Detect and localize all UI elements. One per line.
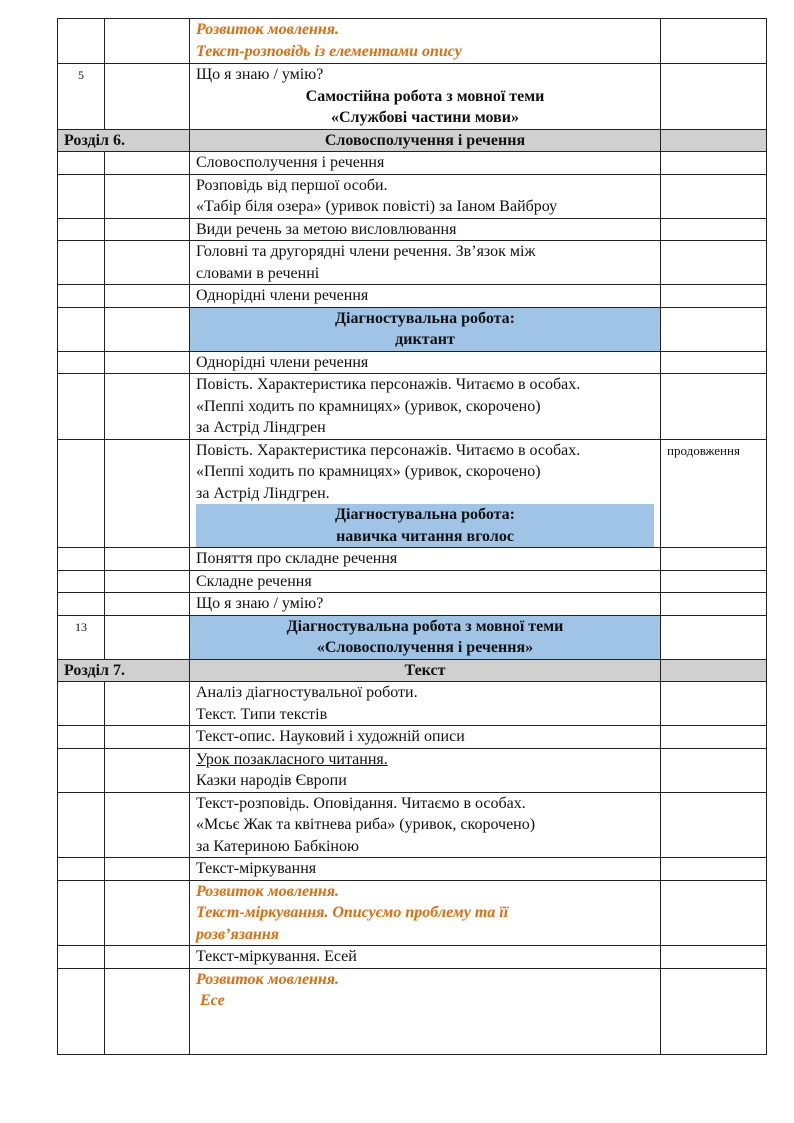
- lesson-line: Текст-міркування. Описуємо проблему та її: [196, 904, 509, 921]
- lesson-cell: Види речень за метою висловлювання: [190, 218, 661, 241]
- lesson-line: Урок позакласного читання.: [196, 750, 388, 768]
- lesson-cell: [190, 439, 661, 548]
- lesson-line: «Пеппі ходить по крамницях» (уривок, скорочено): [196, 463, 541, 480]
- lesson-line: Головні та другорядні члени речення. Зв’язок між: [196, 243, 536, 260]
- hours-cell: [105, 792, 190, 858]
- table-row: [58, 152, 767, 175]
- hours-cell: [105, 968, 190, 1054]
- row-number: [58, 880, 105, 946]
- table-row: [58, 593, 767, 616]
- note-cell: [661, 374, 767, 440]
- note-cell: [661, 129, 767, 152]
- lesson-cell: [190, 968, 661, 1054]
- table-row: [58, 19, 767, 64]
- hours-cell: [105, 439, 190, 548]
- lesson-line: словами в реченні: [196, 264, 320, 282]
- hours-cell: [105, 880, 190, 946]
- lesson-cell: Однорідні члени речення: [190, 285, 661, 308]
- hours-cell: [105, 374, 190, 440]
- note-cell: [661, 968, 767, 1054]
- lesson-line: «Словосполучення і речення»: [316, 639, 534, 656]
- lesson-cell: [190, 748, 661, 792]
- hours-cell: [105, 174, 190, 218]
- section-label: Розділ 7.: [58, 659, 190, 682]
- section-title: Текст: [190, 659, 661, 682]
- row-number: [58, 726, 105, 749]
- row-number: [58, 285, 105, 308]
- note-cell: [661, 174, 767, 218]
- lesson-line: «Пеппі ходить по крамницях» (уривок, скорочено): [196, 397, 541, 415]
- lesson-line: Есе: [196, 992, 225, 1009]
- row-number: [58, 439, 105, 548]
- lesson-cell: Словосполучення і речення: [190, 152, 661, 175]
- hours-cell: [105, 64, 190, 130]
- hours-cell: [105, 285, 190, 308]
- row-number: [58, 570, 105, 593]
- hours-cell: [105, 570, 190, 593]
- row-number: [58, 792, 105, 858]
- note-cell: [661, 659, 767, 682]
- section-row: [58, 659, 767, 682]
- row-number: 5: [58, 64, 105, 130]
- lesson-line: за Астрід Ліндгрен: [196, 419, 326, 436]
- section-label: Розділ 6.: [58, 129, 190, 152]
- hours-cell: [105, 726, 190, 749]
- note-cell: [661, 351, 767, 374]
- row-number: [58, 307, 105, 351]
- curriculum-table: [57, 18, 767, 1055]
- hours-cell: [105, 682, 190, 726]
- hours-cell: [105, 748, 190, 792]
- row-number: [58, 351, 105, 374]
- note-cell: [661, 792, 767, 858]
- table-row: [58, 858, 767, 881]
- lesson-cell: [190, 880, 661, 946]
- lesson-line: Текст. Типи текстів: [196, 705, 328, 723]
- hours-cell: [105, 946, 190, 969]
- note-cell: [661, 218, 767, 241]
- lesson-line: навичка читання вголос: [336, 527, 514, 545]
- lesson-line: Що я знаю / умію?: [196, 66, 324, 83]
- lesson-line: за Астрід Ліндгрен.: [196, 484, 330, 502]
- table-row: [58, 374, 767, 440]
- note-cell: [661, 615, 767, 659]
- table-row: [58, 880, 767, 946]
- lesson-line: «Табір біля озера» (уривок повісті) за Іаном Вайброу: [196, 198, 558, 215]
- lesson-line: Діагностувальна робота:: [335, 309, 515, 327]
- hours-cell: [105, 548, 190, 571]
- note-cell: [661, 152, 767, 175]
- row-number: [58, 858, 105, 881]
- lesson-cell: Текст-міркування: [190, 858, 661, 881]
- table-row: [58, 615, 767, 659]
- table-row: [58, 351, 767, 374]
- section-title: Словосполучення і речення: [190, 129, 661, 152]
- row-number: [58, 374, 105, 440]
- section-row: [58, 129, 767, 152]
- lesson-line: Розвиток мовлення.: [196, 970, 340, 988]
- note-cell: продовження: [661, 439, 767, 548]
- note-cell: [661, 19, 767, 64]
- lesson-line: Діагностувальна робота з мовної теми: [286, 617, 564, 635]
- table-row: [58, 946, 767, 969]
- table-row: [58, 748, 767, 792]
- lesson-cell: Текст-міркування. Есей: [190, 946, 661, 969]
- row-number: [58, 152, 105, 175]
- lesson-line: Розвиток мовлення.: [196, 21, 340, 38]
- lesson-cell: Однорідні члени речення: [190, 351, 661, 374]
- hours-cell: [105, 241, 190, 285]
- row-number: [58, 218, 105, 241]
- hours-cell: [105, 351, 190, 374]
- lesson-cell: Текст-опис. Науковий і художній описи: [190, 726, 661, 749]
- lesson-line: розв’язання: [196, 925, 279, 943]
- table-row: [58, 726, 767, 749]
- lesson-line: Самостійна робота з мовної теми: [305, 87, 545, 105]
- note-cell: [661, 64, 767, 130]
- table-row: [58, 439, 767, 548]
- row-number: [58, 593, 105, 616]
- table-row: [58, 682, 767, 726]
- lesson-line: Текст-розповідь із елементами опису: [196, 42, 462, 60]
- lesson-line: Аналіз діагностувальної роботи.: [196, 684, 418, 701]
- lesson-line: за Катериною Бабкіною: [196, 837, 359, 855]
- lesson-line: Казки народів Європи: [196, 772, 347, 789]
- table-row: [58, 241, 767, 285]
- note-cell: [661, 241, 767, 285]
- lesson-line: Діагностувальна робота:: [335, 506, 515, 523]
- hours-cell: [105, 152, 190, 175]
- note-cell: [661, 726, 767, 749]
- hours-cell: [105, 218, 190, 241]
- table-row: [58, 548, 767, 571]
- lesson-cell: Складне речення: [190, 570, 661, 593]
- row-number: [58, 682, 105, 726]
- lesson-cell: Поняття про складне речення: [190, 548, 661, 571]
- lesson-cell: [190, 19, 661, 64]
- diagnostic-block: [196, 504, 654, 547]
- row-number: [58, 19, 105, 64]
- note-cell: [661, 593, 767, 616]
- note-cell: [661, 548, 767, 571]
- lesson-cell: Що я знаю / умію?: [190, 593, 661, 616]
- lesson-cell: [190, 792, 661, 858]
- row-number: [58, 174, 105, 218]
- lesson-cell: [190, 174, 661, 218]
- note-cell: [661, 570, 767, 593]
- table-row: [58, 64, 767, 130]
- diagnostic-cell: [190, 307, 661, 351]
- table-row: [58, 174, 767, 218]
- lesson-line: «Службові частини мови»: [331, 109, 519, 126]
- hours-cell: [105, 858, 190, 881]
- lesson-cell: [190, 64, 661, 130]
- row-number: [58, 946, 105, 969]
- table-row: [58, 307, 767, 351]
- note-cell: [661, 858, 767, 881]
- row-number: [58, 548, 105, 571]
- lesson-line: диктант: [395, 331, 455, 348]
- table-row: [58, 792, 767, 858]
- hours-cell: [105, 19, 190, 64]
- note-cell: [661, 285, 767, 308]
- note-cell: [661, 880, 767, 946]
- lesson-line: Розповідь від першої особи.: [196, 176, 388, 194]
- lesson-cell: [190, 374, 661, 440]
- lesson-cell: [190, 682, 661, 726]
- note-cell: [661, 748, 767, 792]
- lesson-line: «Мсьє Жак та квітнева риба» (уривок, скорочено): [196, 816, 536, 833]
- hours-cell: [105, 593, 190, 616]
- table-row: [58, 968, 767, 1054]
- row-number: 13: [58, 615, 105, 659]
- note-cell: [661, 307, 767, 351]
- row-number: [58, 241, 105, 285]
- lesson-line: Розвиток мовлення.: [196, 882, 340, 900]
- row-number: [58, 968, 105, 1054]
- table-row: [58, 570, 767, 593]
- lesson-line: Повість. Характеристика персонажів. Читаємо в особах.: [196, 441, 581, 459]
- table-row: [58, 218, 767, 241]
- lesson-line: Текст-розповідь. Оповідання. Читаємо в особах.: [196, 794, 526, 812]
- diagnostic-cell: [190, 615, 661, 659]
- table-row: [58, 285, 767, 308]
- note-cell: [661, 682, 767, 726]
- lesson-cell: [190, 241, 661, 285]
- hours-cell: [105, 307, 190, 351]
- row-number: [58, 748, 105, 792]
- note-cell: [661, 946, 767, 969]
- hours-cell: [105, 615, 190, 659]
- lesson-line: Повість. Характеристика персонажів. Читаємо в особах.: [196, 376, 581, 393]
